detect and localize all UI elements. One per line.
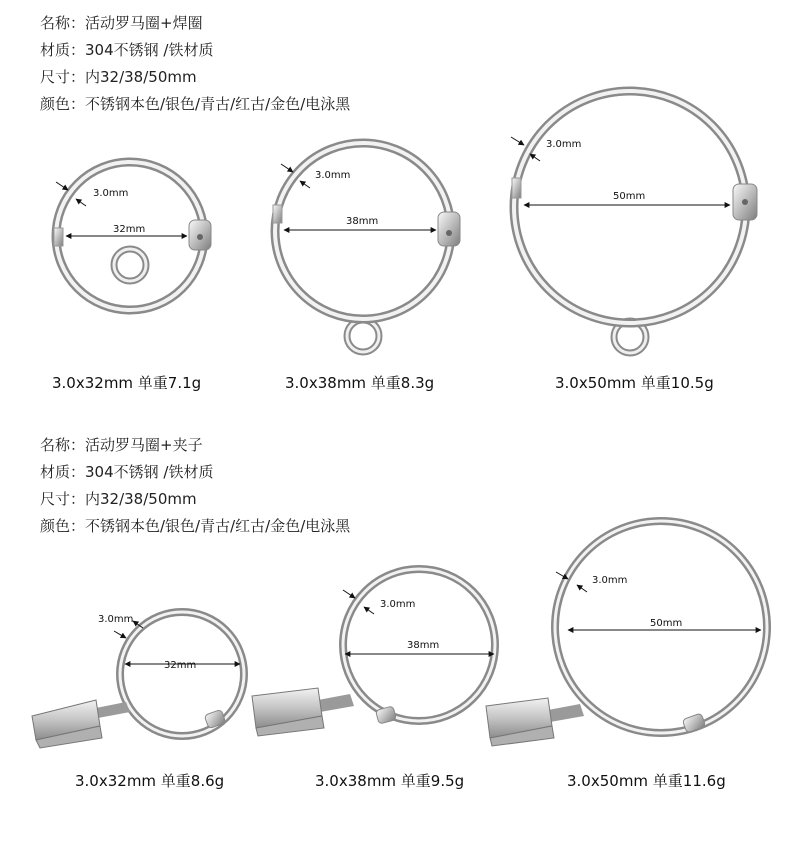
spec-color: 颜色：不锈钢本色/银色/青古/红古/金色/电泳黑: [40, 95, 351, 113]
diameter-label: 50mm: [650, 618, 683, 629]
clip-icon: [252, 688, 324, 736]
ring-caption: 3.0x50mm 单重10.5g: [555, 374, 714, 392]
ring-caption: 3.0x38mm 单重8.3g: [285, 374, 435, 392]
clip-icon: [486, 698, 554, 746]
welded-ring-32: [54, 162, 211, 310]
diameter-label: 32mm: [113, 224, 146, 235]
ring-caption: 3.0x38mm 单重9.5g: [315, 772, 465, 790]
thickness-label: 3.0mm: [546, 139, 582, 150]
spec-color: 颜色：不锈钢本色/银色/青古/红古/金色/电泳黑: [40, 517, 351, 535]
thickness-label: 3.0mm: [93, 188, 129, 199]
ring-caption: 3.0x32mm 单重7.1g: [52, 374, 202, 392]
clip-ring-38: [252, 569, 495, 736]
spec-material: 材质：304不锈钢 /铁材质: [40, 41, 214, 59]
thickness-label: 3.0mm: [315, 170, 351, 181]
diameter-label: 50mm: [613, 191, 646, 202]
ring-caption: 3.0x50mm 单重11.6g: [567, 772, 726, 790]
diameter-label: 32mm: [164, 660, 197, 671]
welded-ring-50: [511, 91, 757, 353]
spec-material: 材质：304不锈钢 /铁材质: [40, 463, 214, 481]
clip-icon: [32, 700, 102, 748]
welded-ring-38: [273, 143, 460, 352]
diameter-label: 38mm: [407, 640, 440, 651]
ring-caption: 3.0x32mm 单重8.6g: [75, 772, 225, 790]
thickness-label: 3.0mm: [592, 575, 628, 586]
thickness-label: 3.0mm: [380, 599, 416, 610]
clip-ring-32: [32, 612, 244, 748]
thickness-label: 3.0mm: [98, 614, 134, 625]
spec-size: 尺寸：内32/38/50mm: [40, 68, 197, 86]
spec-name: 名称：活动罗马圈+焊圈: [40, 14, 203, 32]
diameter-label: 38mm: [346, 216, 379, 227]
spec-name: 名称：活动罗马圈+夹子: [40, 436, 203, 454]
spec-size: 尺寸：内32/38/50mm: [40, 490, 197, 508]
clip-ring-50: [486, 521, 767, 746]
